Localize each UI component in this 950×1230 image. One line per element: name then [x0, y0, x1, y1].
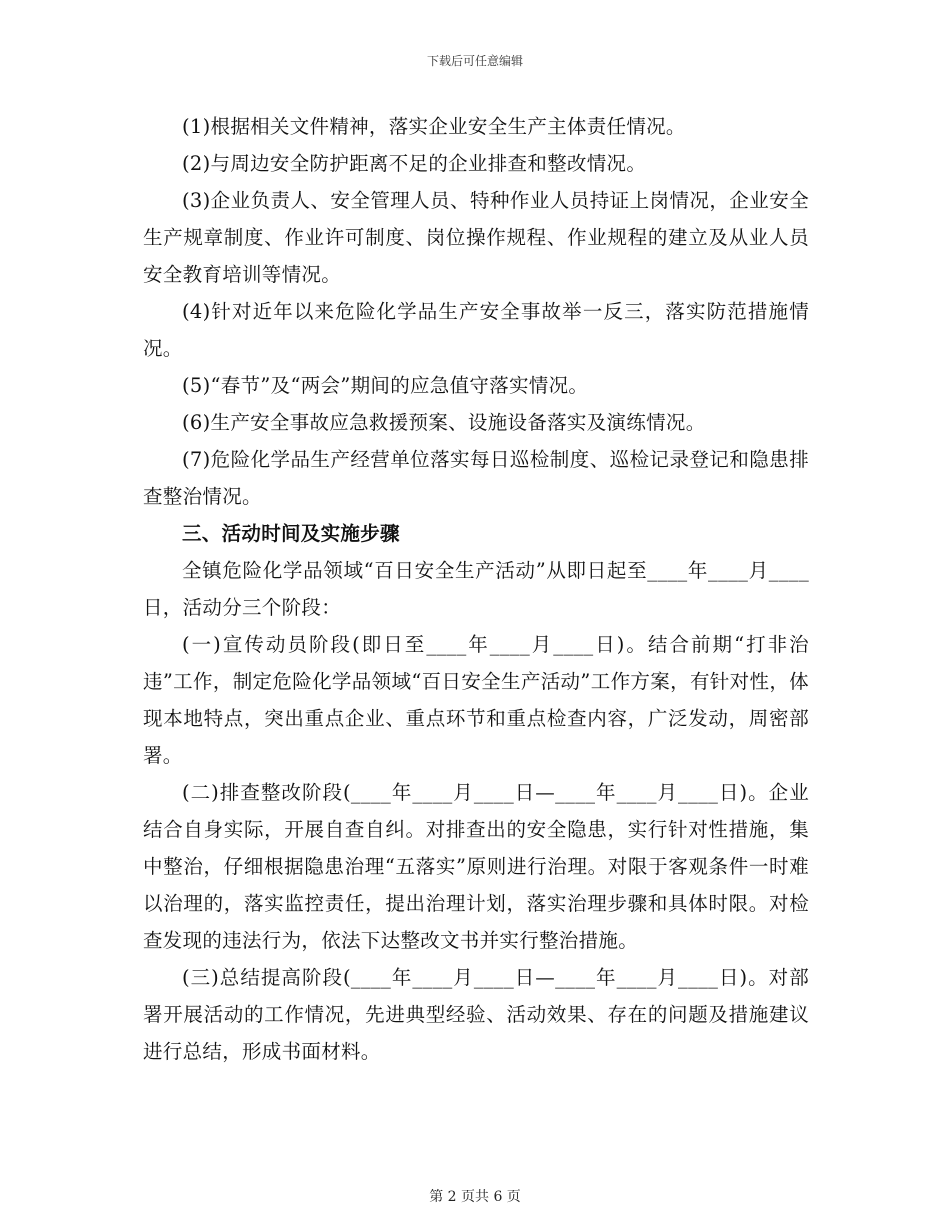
page-header-note: 下载后可任意编辑 [426, 54, 523, 68]
item-7: (7)危险化学品生产经营单位落实每日巡检制度、巡检记录登记和隐患排查整治情况。 [143, 448, 809, 508]
activity-period-paragraph: 全镇危险化学品领域“百日安全生产活动”从即日起至____年____月____日，活动分三个阶段： [143, 559, 809, 619]
item-5: (5)“春节”及“两会”期间的应急值守落实情况。 [182, 374, 589, 397]
item-1: (1)根据相关文件精神，落实企业安全生产主体责任情况。 [182, 115, 686, 138]
stage-1-paragraph: (一)宣传动员阶段(即日至____年____月____日)。结合前期“打非治违”工作，制定危险化学品领域“百日安全生产活动”工作方案，有针对性，体现本地特点，突出重点企业、重点环节和重点检查内容，广泛发动，周密部署。 [143, 633, 809, 767]
item-6: (6)生产安全事故应急救援预案、设施设备落实及演练情况。 [182, 411, 706, 434]
item-3: (3)企业负责人、安全管理人员、特种作业人员持证上岗情况，企业安全生产规章制度、作业许可制度、岗位操作规程、作业规程的建立及从业人员安全教育培训等情况。 [143, 189, 809, 286]
item-4: (4)针对近年以来危险化学品生产安全事故举一反三，落实防范措施情况。 [143, 300, 809, 360]
item-2: (2)与周边安全防护距离不足的企业排查和整改情况。 [182, 152, 647, 175]
document-body [143, 108, 809, 1070]
page-number: 第 2 页共 6 页 [429, 1189, 521, 1205]
stage-2-paragraph: (二)排查整改阶段(____年____月____日—____年____月____日)。企业结合自身实际，开展自查自纠。对排查出的安全隐患，实行针对性措施，集中整治，仔细根据隐患治理“五落实”原则进行治理。对限于客观条件一时难以治理的，落实监控责任，提出治理计划，落实治理步骤和具体时限。对检查发现的违法行为，依法下达整改文书并实行整治措施。 [143, 781, 809, 952]
section-heading: 三、活动时间及实施步骤 [182, 522, 400, 545]
stage-3-paragraph: (三)总结提高阶段(____年____月____日—____年____月____日)。对部署开展活动的工作情况，先进典型经验、活动效果、存在的问题及措施建议进行总结，形成书面材料。 [143, 966, 809, 1063]
